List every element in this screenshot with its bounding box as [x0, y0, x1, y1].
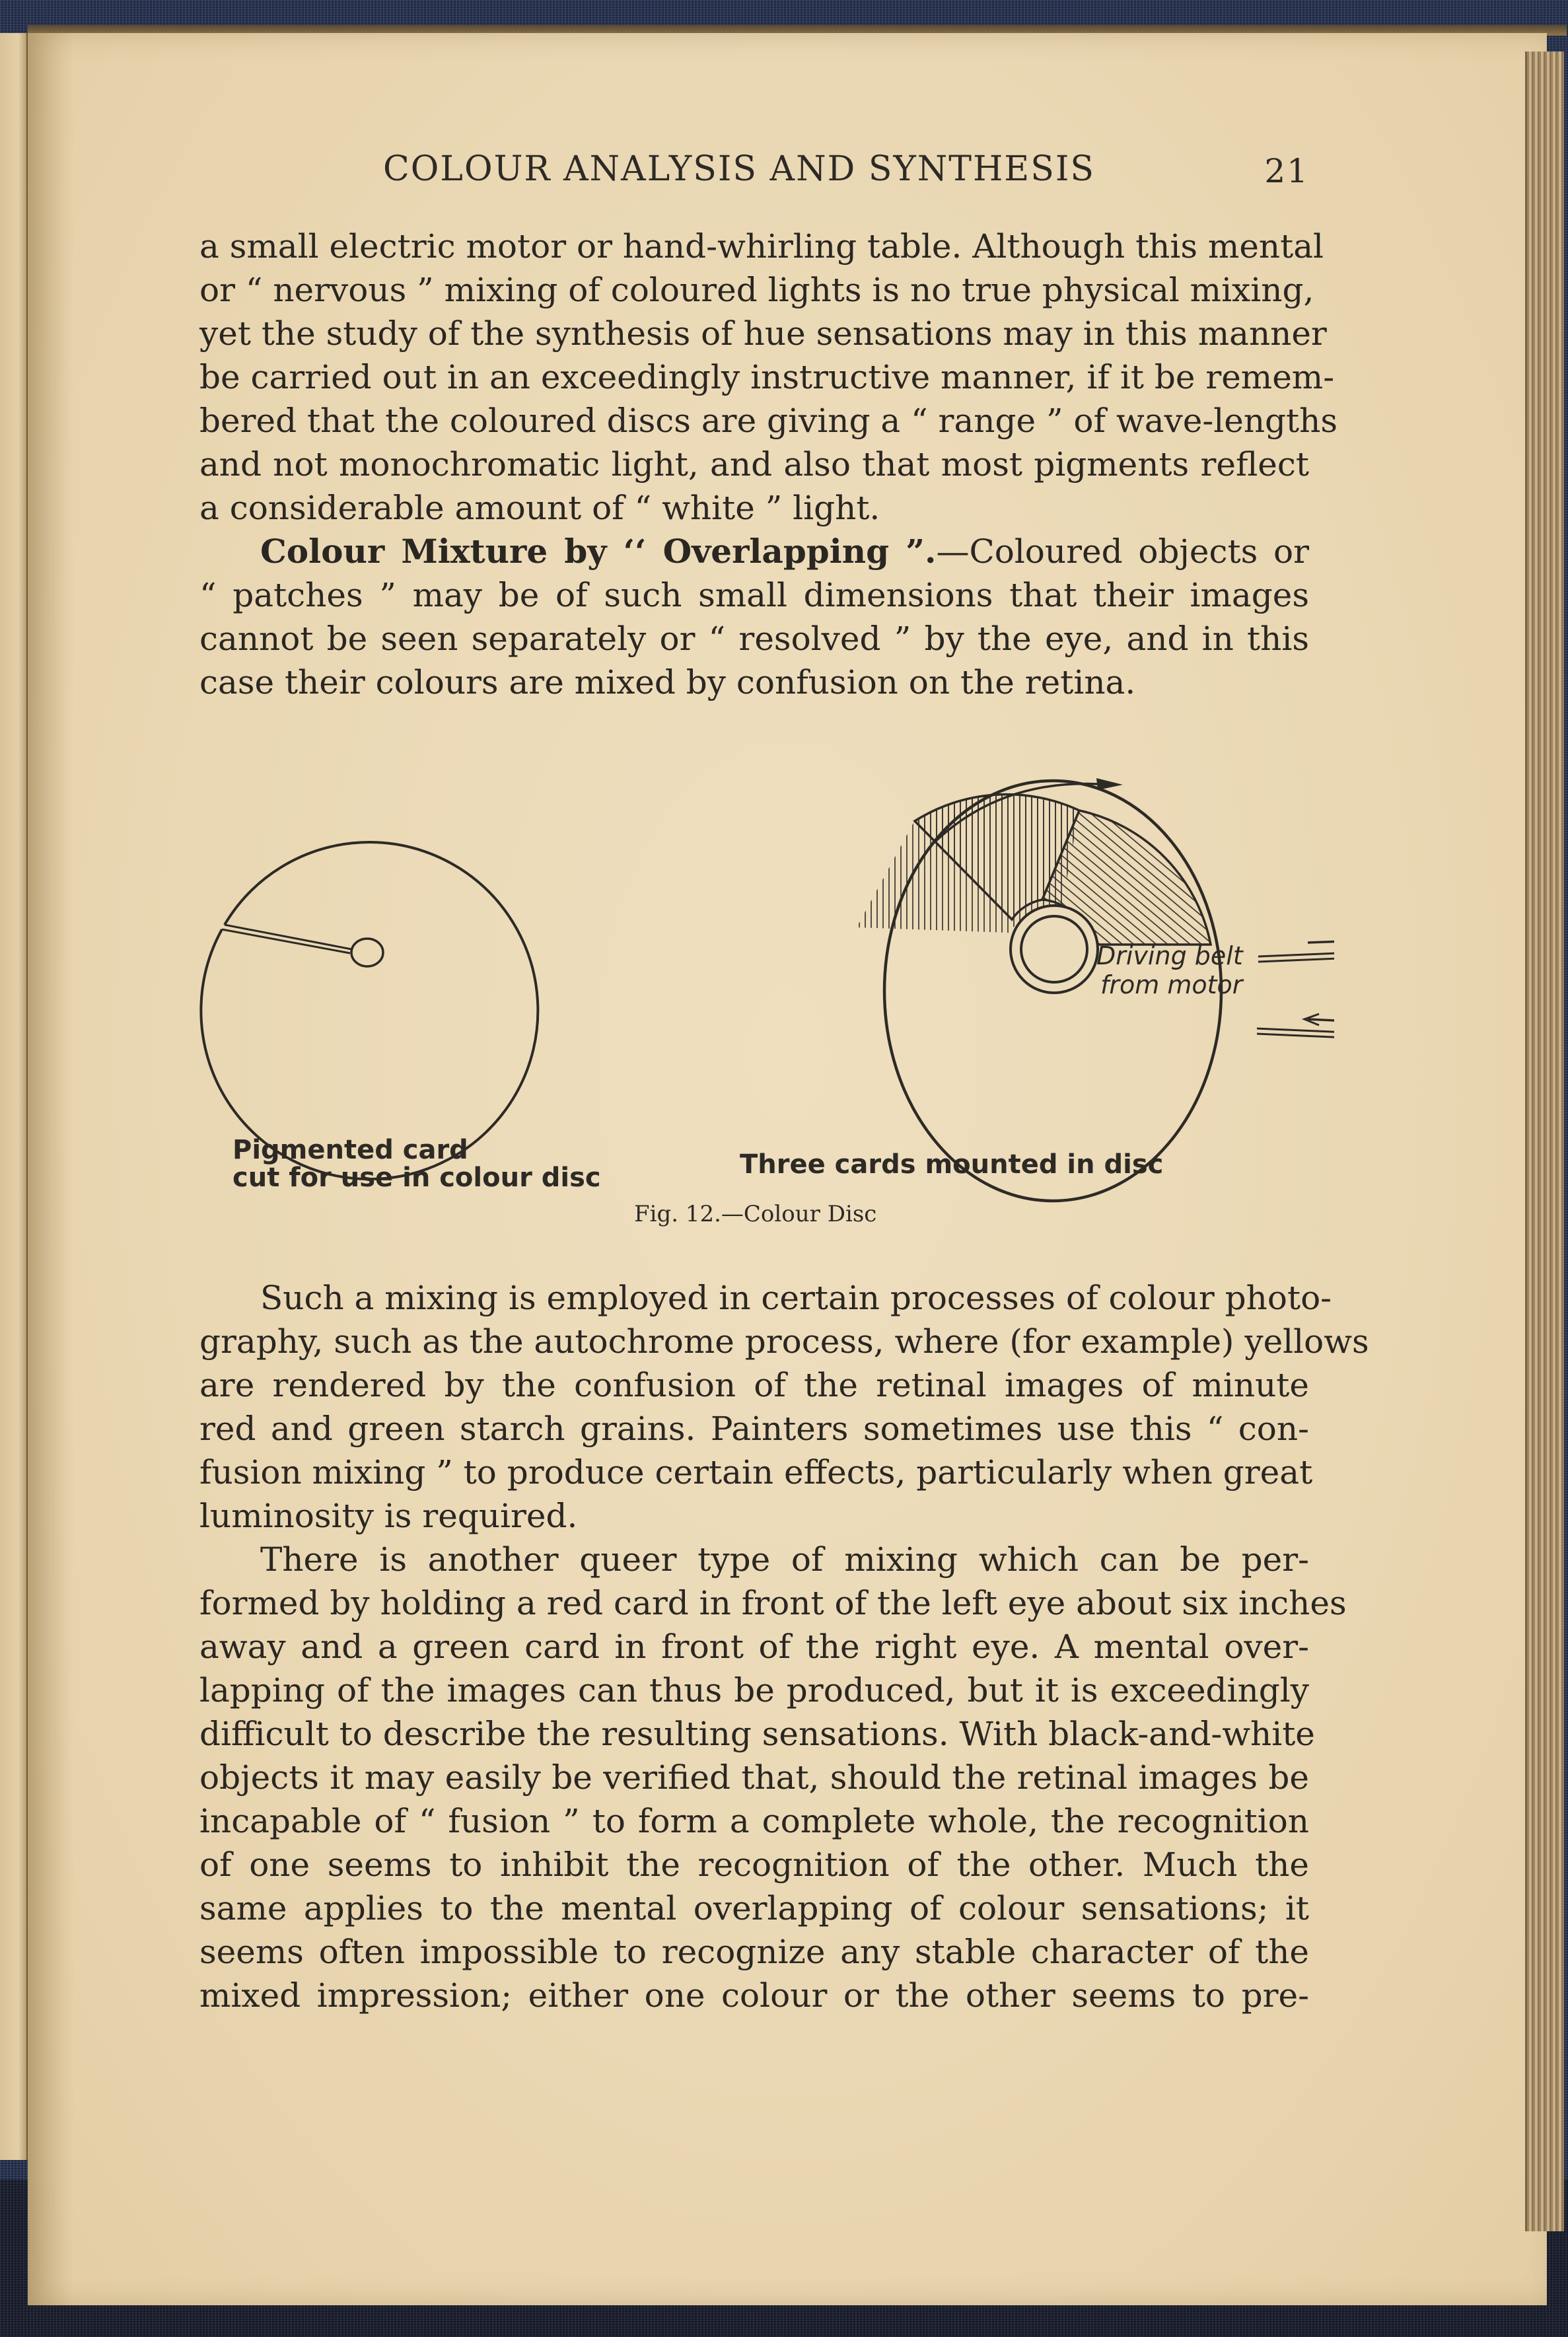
text-line: and not monochromatic light, and also that most pigments reflect	[199, 445, 1309, 484]
paragraph-2	[199, 1276, 1369, 1538]
text-line: seems often impossible to recognize any stable character of the	[199, 1933, 1309, 1971]
belt-label	[1096, 941, 1243, 999]
paragraph-1	[199, 225, 1337, 530]
text-line: a small electric motor or hand-whirling table. Although this mental	[199, 227, 1324, 266]
rotation-arrowhead	[1096, 778, 1123, 790]
text-line: or “ nervous ” mixing of coloured lights is no true physical mixing,	[199, 271, 1314, 309]
belt-label-line: Driving belt	[1096, 941, 1243, 970]
section-heading-tail: —Coloured objects or	[936, 532, 1309, 571]
belt-arrow-left-icon	[1304, 1014, 1334, 1025]
belt-arrow-right-icon	[1308, 935, 1334, 945]
caption-line: Pigmented card	[232, 1135, 468, 1165]
pigmented-card	[201, 727, 559, 1179]
text-line: incapable of “ fusion ” to form a complete whole, the recognition	[199, 1802, 1309, 1840]
paragraph-3	[199, 1538, 1347, 2017]
text-line: cannot be seen separately or “ resolved ” by the eye, and in this	[199, 620, 1309, 658]
text-line: formed by holding a red card in front of the left eye about six inches	[199, 1584, 1347, 1622]
text-line: luminosity is required.	[199, 1497, 578, 1535]
text-line: of one seems to inhibit the recognition of the other. Much the	[199, 1846, 1309, 1884]
text-line: graphy, such as the autochrome process, where (for example) yellows	[199, 1322, 1369, 1361]
caption-line: cut for use in colour disc	[232, 1163, 601, 1193]
figure-colour-disc	[198, 727, 1334, 1242]
text-line: “ patches ” may be of such small dimensions that their images	[199, 576, 1309, 614]
text-line: objects it may easily be verified that, should the retinal images be	[199, 1758, 1309, 1797]
text-line: fusion mixing ” to produce certain effects, particularly when great	[199, 1453, 1313, 1492]
text-line: difficult to describe the resulting sensations. With black-and-white	[199, 1715, 1315, 1753]
text-line: yet the study of the synthesis of hue sensations may in this manner	[199, 314, 1327, 353]
caption-pigmented-card	[232, 1136, 601, 1192]
card-centre-hole	[351, 939, 383, 966]
running-head	[199, 149, 1309, 196]
gutter-shadow	[28, 33, 74, 2305]
text-line: bered that the coloured discs are giving a “ range ” of wave-lengths	[199, 402, 1337, 440]
card-slit	[222, 925, 351, 953]
text-line: be carried out in an exceedingly instructive manner, if it be remem-	[199, 358, 1335, 396]
text-line: Such a mixing is employed in certain processes of colour photo-	[260, 1279, 1332, 1317]
text-line: mixed impression; either one colour or the other seems to pre-	[199, 1976, 1309, 2015]
text-line: away and a green card in front of the right eye. A mental over-	[199, 1628, 1309, 1666]
text-line: lapping of the images can thus be produced, but it is exceedingly	[199, 1671, 1309, 1709]
belt-label-line: from motor	[1100, 970, 1243, 999]
facing-page-edge	[0, 33, 28, 2160]
text-line: red and green starch grains. Painters sometimes use this “ con-	[199, 1410, 1309, 1448]
section-heading: Colour Mixture by ‘‘ Overlapping ”.	[260, 532, 937, 571]
running-head-title: COLOUR ANALYSIS AND SYNTHESIS	[383, 149, 1096, 189]
card-outline	[201, 842, 538, 1179]
mounted-disc	[857, 778, 1334, 1201]
text-line: There is another queer type of mixing which can be per-	[260, 1540, 1309, 1579]
text-line: a considerable amount of “ white ” light.	[199, 489, 880, 527]
disc-hub-outer	[1011, 906, 1098, 993]
driving-belt	[1257, 935, 1334, 1041]
text-line: are rendered by the confusion of the retinal images of minute	[199, 1366, 1309, 1404]
page-fore-edge	[1525, 52, 1564, 2231]
text-line: case their colours are mixed by confusion on the retina.	[199, 663, 1136, 701]
section-heading-line	[199, 530, 1309, 573]
section-overlapping	[199, 530, 1309, 704]
caption-mounted-disc: Three cards mounted in disc	[740, 1149, 1164, 1180]
page-number: 21	[1264, 152, 1309, 190]
text-line: same applies to the mental overlapping of colour sensations; it	[199, 1889, 1309, 1927]
figure-caption: Fig. 12.—Colour Disc	[634, 1201, 877, 1227]
